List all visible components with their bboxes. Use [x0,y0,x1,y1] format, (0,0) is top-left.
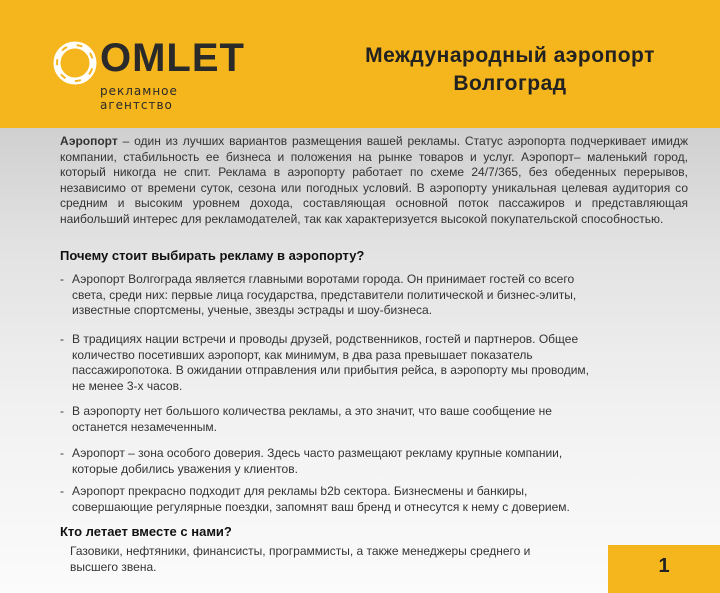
page-number-box [608,545,720,593]
header [0,0,720,128]
list-item: - В традициях нации встречи и проводы друзей, родственников, гостей и партнеров. Общее количество посетивших аэропорт, как минимум, в два раза превышает показатель пассажиропотока. В ожидании отправления или прибытия рейса, в аэропорту мы проводим, не менее 3-х часов. [60,332,589,393]
intro-paragraph [60,134,688,227]
logo [52,36,252,112]
logo-subtitle: рекламное агентство [100,84,178,112]
list-item: - В аэропорту нет большого количества рекламы, а это значит, что ваше сообщение не останется незамеченным. [60,404,552,434]
content-area [0,128,720,593]
logo-text: OMLET [100,36,245,80]
list-item: - Аэропорт – зона особого доверия. Здесь часто размещают рекламу крупные компании, которые добились уважения у клиентов. [60,446,563,476]
page-title [330,42,690,98]
page-number: 1 [658,555,670,577]
title-line-2: Волгоград [453,72,567,95]
intro-text: – один из лучших вариантов размещения вашей рекламы. Статус аэропорта подчеркивает имидж компании, стабильность ее бизнеса и положения на рынке товаров и услуг. Аэропорт– маленький город, который никогда не спит. Реклама в аэропорту работает по схеме 24/7/365, без обеденных перерывов, независимо от времени суток, сезона или погодных условий. В аэропорту уникальная целевая аудитория со средним и высоким уровнем дохода, составляющая основной поток пассажиров и представляющая наибольший интерес для рекламодателей, так как характеризуется высокой покупательской способностью. [60,134,688,226]
logo-ring-icon [52,40,98,86]
title-line-1: Международный аэропорт [365,44,655,67]
who-heading: Кто летает вместе с нами? [60,524,232,539]
why-heading: Почему стоит выбирать рекламу в аэропорту? [60,248,365,263]
intro-lead: Аэропорт [60,134,118,148]
list-item: - Аэропорт прекрасно подходит для рекламы b2b сектора. Бизнесмены и банкиры, совершающие регулярные поездки, запомнят ваш бренд и отнесутся к нему с доверием. [60,484,570,514]
who-text: Газовики, нефтяники, финансисты, программисты, а также менеджеры среднего и высшего звена. [70,544,531,574]
list-item: - Аэропорт Волгограда является главными воротами города. Он принимает гостей со всего света, среди них: первые лица государства, представители политической и бизнес-элиты, известные спортсмены, ученые, звезды эстрады и шоу-бизнеса. [60,272,577,317]
